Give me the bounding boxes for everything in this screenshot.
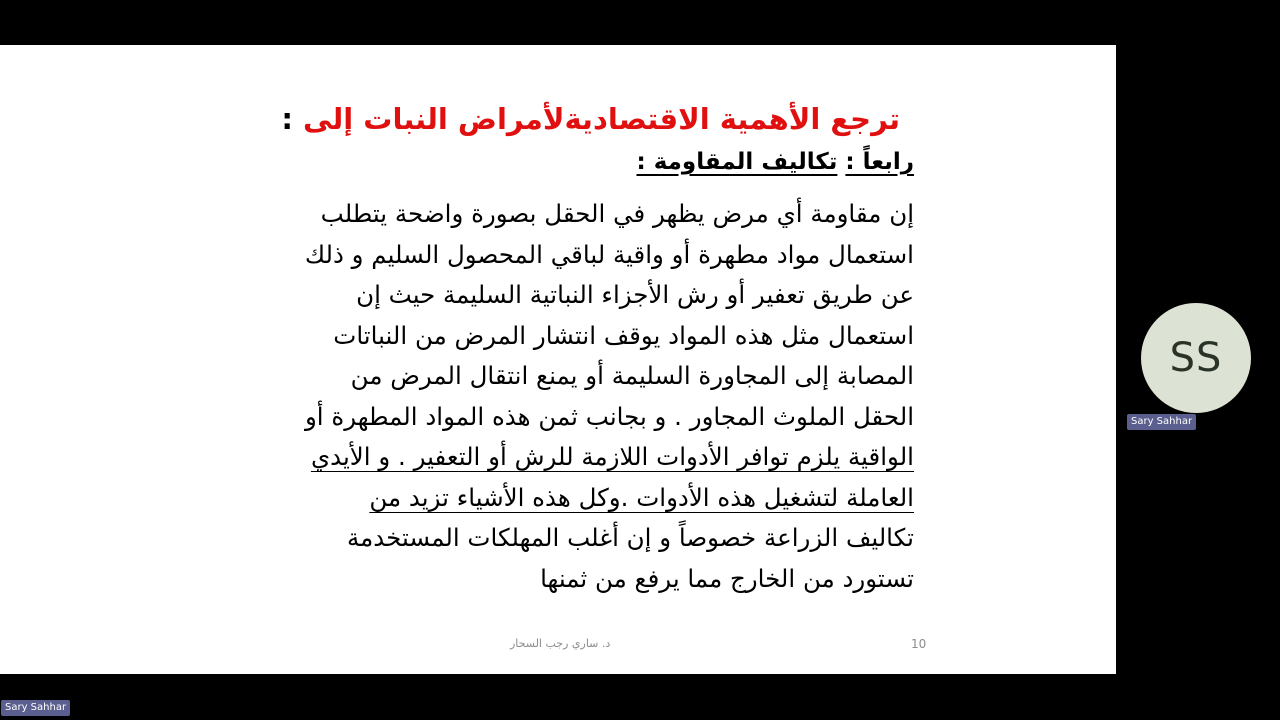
slide-footer-author: د. ساري رجب السحار <box>510 637 611 650</box>
slide-number: 10 <box>911 637 927 651</box>
shared-slide <box>0 45 1116 674</box>
participant-name-tag: Sary Sahhar <box>1127 414 1196 430</box>
body-line: تستورد من الخارج مما يرفع من ثمنها <box>540 563 914 593</box>
body-line: العاملة لتشغيل هذه الأدوات .وكل هذه الأشياء تزيد من <box>369 482 914 512</box>
participant-avatar[interactable]: SS <box>1141 303 1251 413</box>
body-line: عن طريق تعفير أو رش الأجزاء النباتية السليمة حيث إن <box>356 280 914 309</box>
body-line: تكاليف الزراعة خصوصاً و إن أغلب المهلكات المستخدمة <box>347 523 914 552</box>
slide-body <box>194 194 914 599</box>
slide-title-colon: : <box>281 102 293 136</box>
slide-title <box>180 99 900 139</box>
body-line: استعمال مواد مطهرة أو واقية لباقي المحصول السليم و ذلك <box>304 239 914 269</box>
body-line: إن مقاومة أي مرض يظهر في الحقل بصورة واضحة يتطلب <box>320 199 914 228</box>
self-view-name-tag: Sary Sahhar <box>1 700 70 716</box>
subtitle-prefix: رابعاً : <box>845 149 914 175</box>
subtitle-text: تكاليف المقاومة : <box>636 149 838 175</box>
body-line: استعمال مثل هذه المواد يوقف انتشار المرض من النباتات <box>333 320 914 350</box>
slide-subtitle <box>637 145 915 179</box>
slide-title-text: ترجع الأهمية الاقتصاديةلأمراض النبات إلى <box>303 102 900 136</box>
body-line: المصابة إلى المجاورة السليمة أو يمنع انتقال المرض من <box>350 361 914 390</box>
body-line: الحقل الملوث المجاور . و بجانب ثمن هذه المواد المطهرة أو <box>304 401 914 431</box>
body-line: الواقية يلزم توافر الأدوات اللازمة للرش أو التعفير . و الأيدي <box>310 442 914 471</box>
